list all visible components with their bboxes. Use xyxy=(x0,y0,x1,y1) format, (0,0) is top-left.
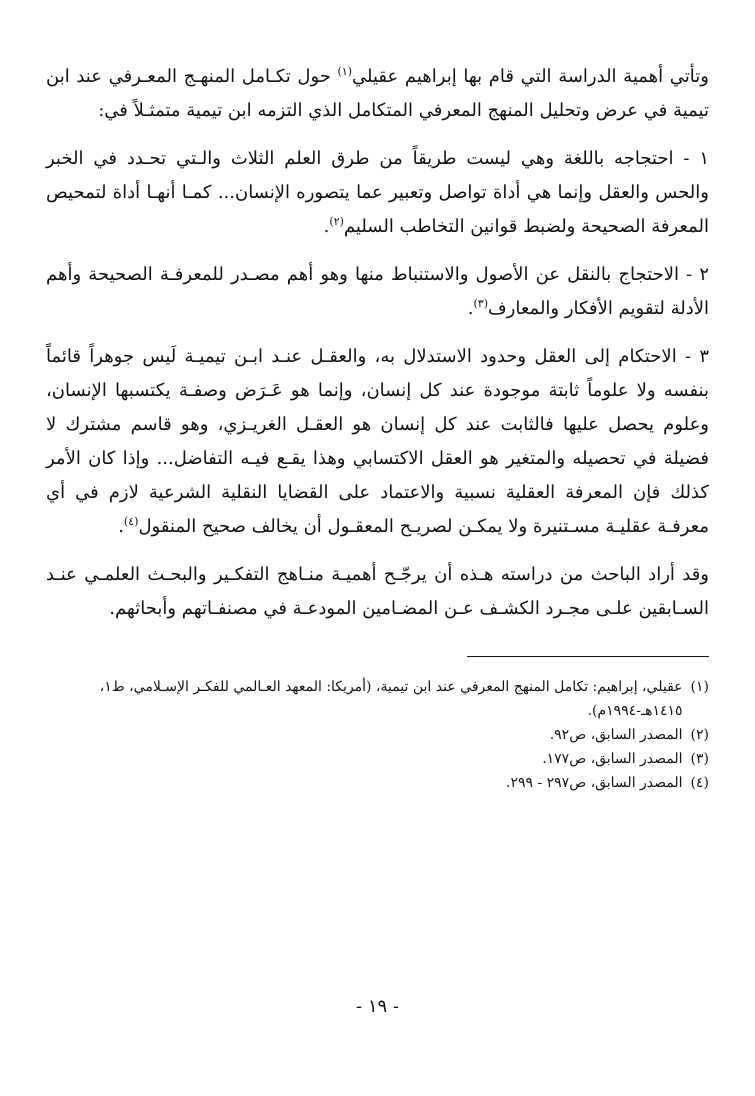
footnote-text: المصدر السابق، ص٩٢. xyxy=(549,727,683,743)
paragraph-4 xyxy=(46,340,709,544)
footnote-text: عقيلي، إبراهيم: تكامل المنهج المعرفي عند ابن تيمية، (أمريكا: المعهد العـالمي للفكـر الإسـلامي، ط١، ١٤١٥هـ-١٩٩٤م). xyxy=(99,679,683,719)
footnote-item xyxy=(46,723,709,747)
footnote-divider xyxy=(467,656,709,657)
paragraph-1 xyxy=(46,60,709,128)
footnote-item xyxy=(46,771,709,795)
paragraph-text: ٢ - الاحتجاج بالنقل عن الأصول والاستنباط منها وهو أهم مصـدر للمعرفـة الصحيحة وأهم الأدلة لتقويم الأفكار والمعارف xyxy=(46,264,709,319)
paragraph-text: ٣ - الاحتكام إلى العقل وحدود الاستدلال به، والعقـل عنـد ابـن تيميـة لَيس جوهراً قائماً بنفسه ولا علوماً ثابتة موجودة عند كل إنسان، وإنما هو عَـرَض وصفـة يكتسبها الإنسان، وعلوم يحصل عليها فالثابت عند كل إنسان هو العقـل الغريـزي، وهو قاسم مشترك لا فضيلة في تحصيله والمتغير هو العقل الاكتسابي وهذا يقـع فيـه التفاضل... وإذا كان الأمر كذلك فإن المعرفة العقلية نسبية والاعتماد على القضايا النقلية الشرعية لازم في أي معرفـة عقليـة مسـتنيرة ولا يمكـن لصريـح المعقـول أن يخالف صحيح المنقول xyxy=(46,346,709,537)
footnote-ref[interactable]: (١) xyxy=(337,65,353,78)
paragraph-tail: . xyxy=(118,516,124,537)
paragraph-tail: . xyxy=(467,298,474,319)
page-number: - ١٩ - xyxy=(356,996,399,1017)
paragraph-5 xyxy=(46,558,709,626)
footnote-number: (٤) xyxy=(690,775,709,791)
footnote-divider-wrap xyxy=(46,656,709,657)
footnote-ref[interactable]: (٤) xyxy=(123,515,139,528)
footnote-number: (١) xyxy=(690,679,709,695)
paragraph-text: ١ - احتجاجه باللغة وهي ليست طريقاً من طرق العلم الثلاث والـتي تحـدد في الخبر والحس والعقل وإنما هي أداة تواصل وتعبير عما يتصوره الإنسان... كمـا أنهـا أداة لتمحيص المعرفة الصحيحة ولضبط قوانين التخاطب السليم xyxy=(46,148,709,237)
footnote-ref[interactable]: (٣) xyxy=(473,297,489,310)
footnote-ref[interactable]: (٢) xyxy=(329,215,344,228)
paragraph-3 xyxy=(46,258,709,326)
paragraph-text: وقد أراد الباحث من دراسته هـذه أن يرجّـح أهميـة منـاهج التفكـير والبحـث العلمـي عنـد السـابقين علـى مجـرد الكشـف عـن المضـامين المودعـة في مصنفـاتهم وأبحاثهم. xyxy=(46,564,709,619)
footnotes xyxy=(46,675,709,795)
paragraph-text: وتأتي أهمية الدراسة التي قام بها إبراهيم عقيلي xyxy=(352,66,709,87)
footnote-number: (٢) xyxy=(690,727,709,743)
footnote-text: المصدر السابق، ص٢٩٧ - ٢٩٩. xyxy=(505,775,683,791)
footnote-item xyxy=(46,675,709,723)
paragraph-tail: حول تكـامل المنهـج المعـرفي عند ابن تيمية في عرض وتحليل المنهج المعرفي المتكامل الذي التزمه ابن تيمية متمثـلاً في: xyxy=(46,66,709,121)
paragraph-tail: . xyxy=(323,216,330,237)
footnote-number: (٣) xyxy=(690,751,709,767)
paragraph-2 xyxy=(46,142,709,244)
footnote-text: المصدر السابق، ص١٧٧. xyxy=(542,751,683,767)
footnote-item xyxy=(46,747,709,771)
